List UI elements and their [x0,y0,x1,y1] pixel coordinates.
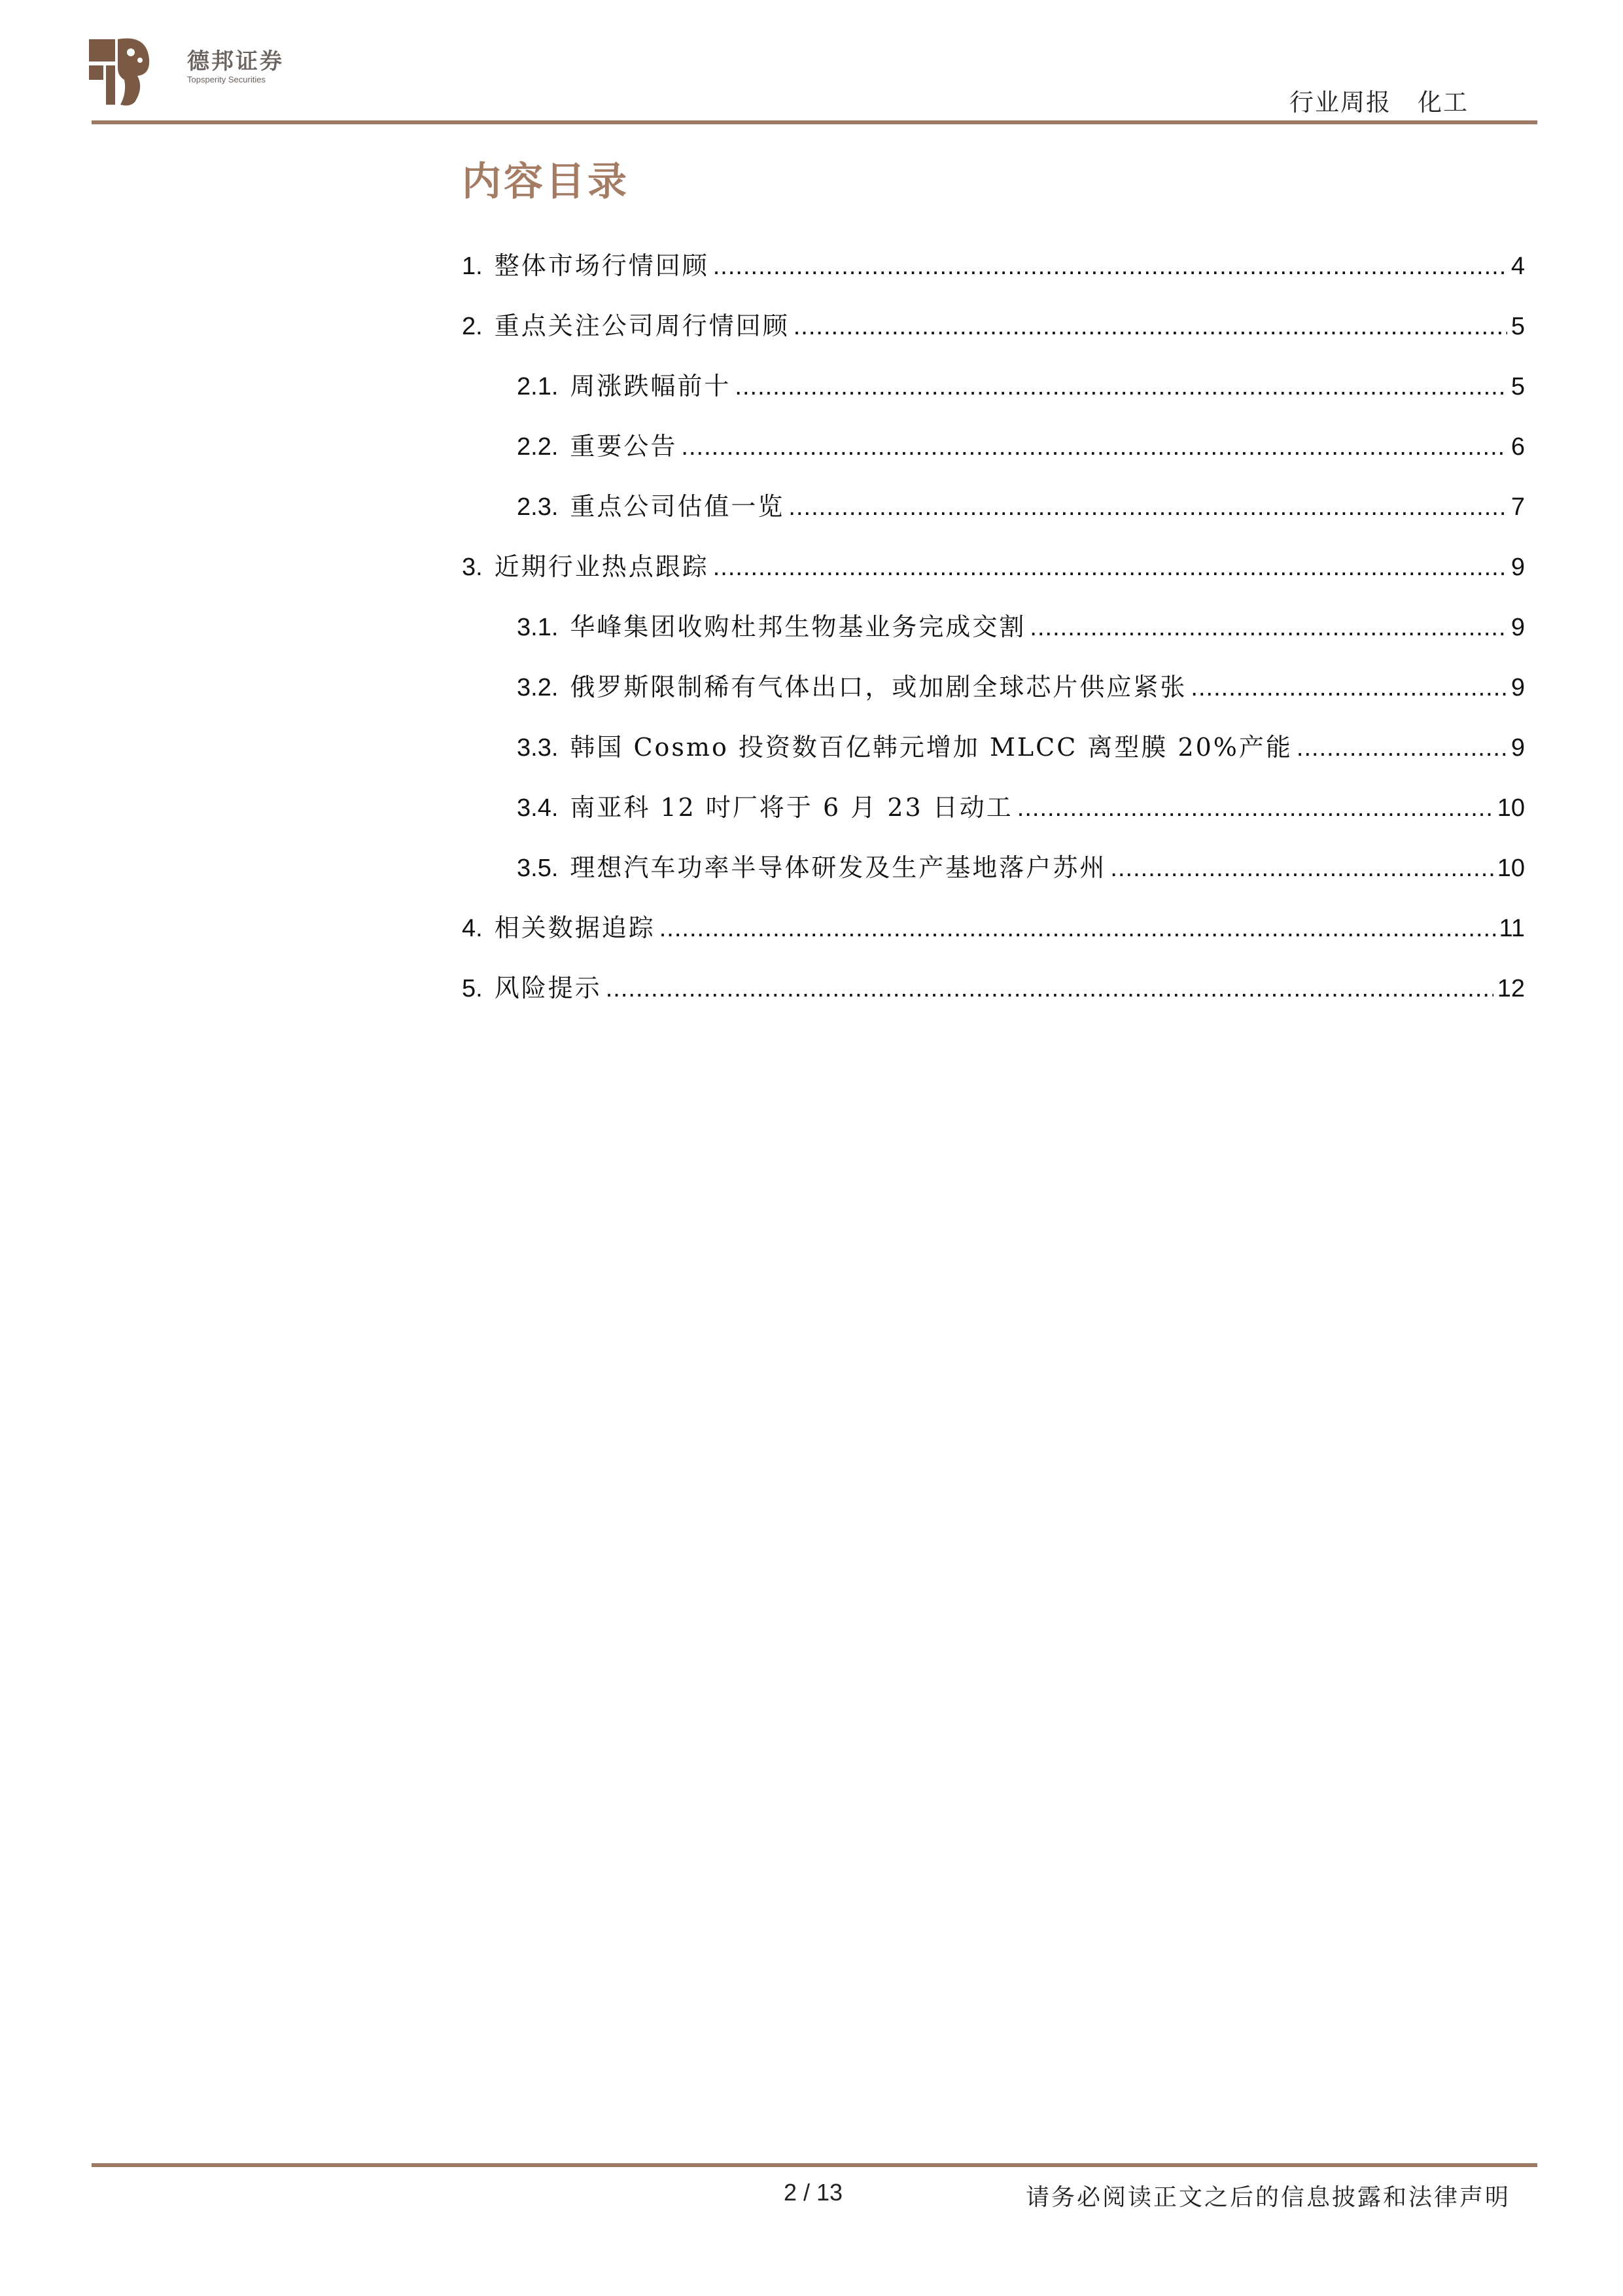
toc-leader [735,373,1507,401]
toc-item-page: 5 [1510,313,1525,340]
toc-item-number: 3.4. [517,794,559,822]
report-meta [1289,82,1469,118]
toc-item-page: 9 [1510,554,1525,581]
toc-item-page: 9 [1510,734,1525,762]
toc-item-number: 3. [462,554,483,581]
toc-item[interactable] [517,667,1525,701]
toc-item-title: 华峰集团收购杜邦生物基业务完成交割 [570,612,1026,641]
toc-item-page: 9 [1510,674,1525,701]
toc-item-page: 6 [1510,433,1525,461]
toc-item[interactable] [517,727,1525,761]
company-logo [89,37,305,110]
brand-name-en: Topsperity Securities [187,75,266,84]
toc-item-page: 9 [1510,614,1525,641]
toc-item-number: 3.5. [517,855,559,882]
toc-item-title: 俄罗斯限制稀有气体出口，或加剧全球芯片供应紧张 [570,673,1187,701]
toc-item[interactable] [517,366,1525,400]
toc-item-number: 2.2. [517,433,559,461]
toc-item-title: 南亚科 12 吋厂将于 6 月 23 日动工 [570,793,1013,822]
toc-item-title: 风险提示 [494,974,602,1002]
toc-item[interactable] [517,426,1525,460]
toc-leader [681,433,1507,461]
toc-item-title: 重点关注公司周行情回顾 [494,311,790,340]
toc-item-number: 3.2. [517,674,559,701]
toc-item-page: 10 [1497,855,1525,882]
toc-item[interactable] [517,847,1525,881]
toc-item-number: 1. [462,253,483,280]
toc-leader [1191,674,1507,702]
toc-leader [1110,855,1493,883]
toc-item-number: 4. [462,915,483,942]
toc-item-title: 理想汽车功率半导体研发及生产基地落户苏州 [570,853,1107,882]
toc-item[interactable] [462,546,1525,580]
toc-item-page: 12 [1497,975,1525,1002]
toc-leader [659,915,1495,943]
industry-label: 化工 [1418,88,1469,116]
toc-leader [1017,794,1493,822]
toc-leader [1030,614,1507,642]
toc-item[interactable] [462,908,1525,942]
toc-item-title: 重要公告 [570,432,678,461]
toc-item-number: 2.1. [517,373,559,400]
footer-divider [92,2163,1537,2167]
toc-leader [794,313,1507,341]
page-indicator: 2 / 13 [784,2179,843,2206]
toc-item[interactable] [517,787,1525,821]
toc-leader [713,253,1507,281]
toc-item[interactable] [517,486,1525,520]
toc-leader [1297,734,1507,762]
toc-item-title: 周涨跌幅前十 [570,372,731,400]
report-type: 行业周报 [1289,88,1391,116]
header-divider [92,120,1537,124]
toc-leader [606,975,1493,1003]
toc-item-number: 3.3. [517,734,559,762]
topsperity-logo-icon [89,37,152,107]
legal-disclaimer: 请务必阅读正文之后的信息披露和法律声明 [1025,2184,1510,2211]
toc-item-page: 11 [1499,915,1525,942]
toc-item-title: 相关数据追踪 [494,913,655,942]
toc-item-page: 10 [1497,794,1525,822]
toc-item-title: 近期行业热点跟踪 [494,552,709,581]
toc-leader [713,554,1507,582]
toc-item-page: 5 [1510,373,1525,400]
toc-item-title: 韩国 Cosmo 投资数百亿韩元增加 MLCC 离型膜 20%产能 [570,733,1293,762]
toc-item-page: 4 [1510,253,1525,280]
toc-item-number: 2.3. [517,493,559,521]
toc-item-number: 2. [462,313,483,340]
toc-item-title: 重点公司估值一览 [570,492,785,521]
toc-leader [788,493,1507,521]
toc-item-number: 5. [462,975,483,1002]
toc-item[interactable] [462,968,1525,1002]
toc-item-title: 整体市场行情回顾 [494,251,709,280]
toc-item[interactable] [462,245,1525,279]
brand-name-cn: 德邦证券 [187,48,284,75]
toc-item[interactable] [462,306,1525,340]
toc-title: 内容目录 [462,159,629,205]
toc-item[interactable] [517,607,1525,641]
toc-item-page: 7 [1510,493,1525,521]
toc-item-number: 3.1. [517,614,559,641]
